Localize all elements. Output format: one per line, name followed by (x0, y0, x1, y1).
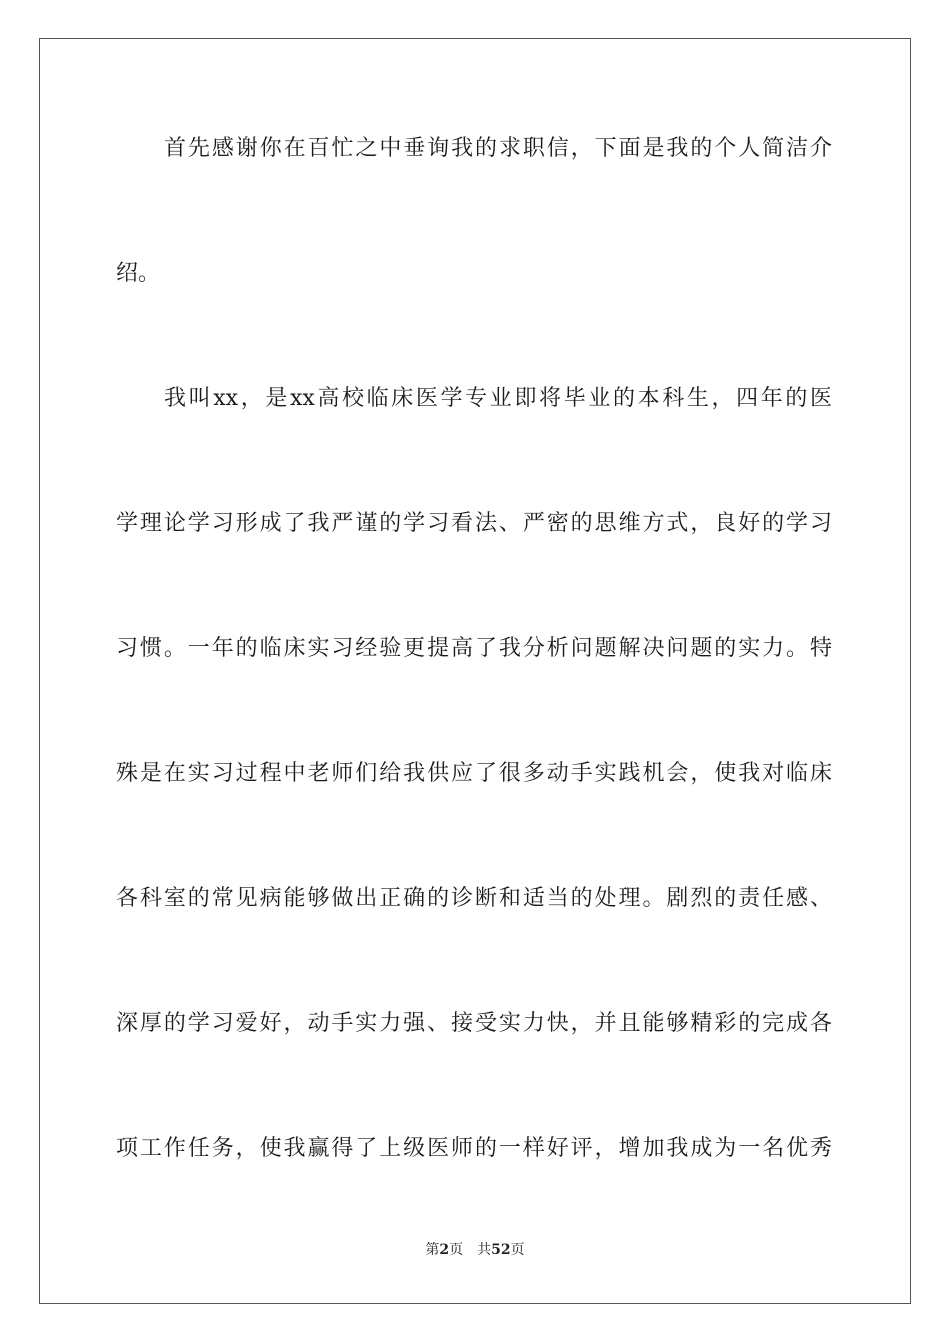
body-line-4: 学理论学习形成了我严谨的学习看法、严密的思维方式，良好的学习 (116, 511, 832, 536)
body-line-9: 项工作任务，使我赢得了上级医师的一样好评，增加我成为一名优秀 (116, 1136, 832, 1161)
footer-page-prefix: 第 (425, 1242, 440, 1258)
body-line-8: 深厚的学习爱好，动手实力强、接受实力快，并且能够精彩的完成各 (116, 1011, 832, 1036)
body-line-5: 习惯。一年的临床实习经验更提高了我分析问题解决问题的实力。特 (116, 636, 832, 661)
body-line-1: 首先感谢你在百忙之中垂询我的求职信，下面是我的个人简洁介 (164, 136, 832, 161)
page-footer (0, 1240, 950, 1260)
body-line-7: 各科室的常见病能够做出正确的诊断和适当的处理。剧烈的责任感、 (116, 886, 832, 911)
footer-total-suffix: 页 (510, 1242, 525, 1258)
footer-total-pages: 52 (491, 1242, 511, 1258)
footer-total-prefix: 共 (477, 1242, 492, 1258)
page-border (39, 38, 911, 1304)
body-line-2: 绍。 (116, 261, 161, 286)
body-line-3: 我叫xx，是xx高校临床医学专业即将毕业的本科生，四年的医 (164, 386, 832, 411)
body-line-6: 殊是在实习过程中老师们给我供应了很多动手实践机会，使我对临床 (116, 761, 832, 786)
footer-page-number: 2 (439, 1242, 450, 1258)
footer-page-suffix: 页 (449, 1242, 464, 1258)
